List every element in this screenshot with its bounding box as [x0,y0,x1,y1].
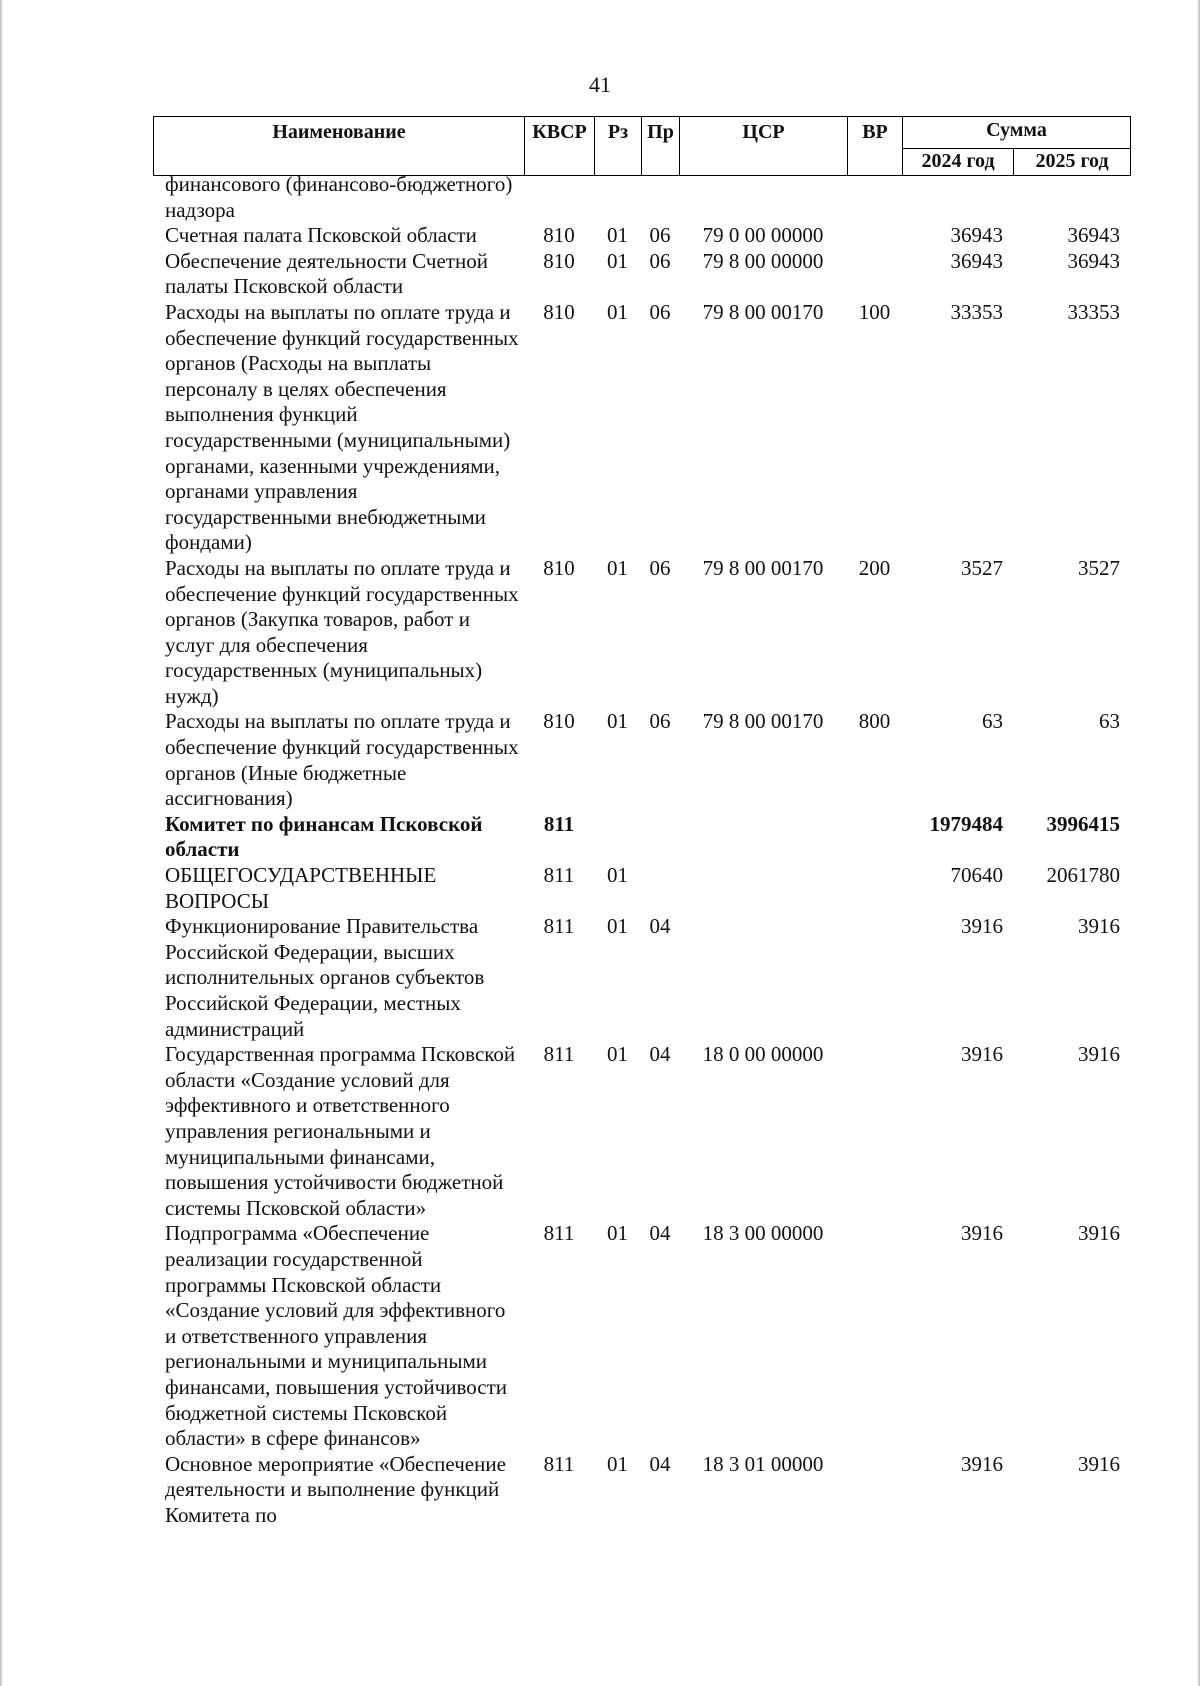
cell-kvsr: 810 [543,248,575,273]
cell-name: Государственная программа Псковской области «Создание условий для эффективного и ответственного управления региональными и муниципальными финансами, повышения устойчивости бюджетной системы Псковской области» [165,1042,516,1220]
table-row [153,914,1130,1042]
cell-kvsr: 810 [543,223,575,248]
cell-sum-2024: 33353 [950,299,1003,324]
column-header-pr: Пр [642,117,680,176]
column-header-name: Наименование [154,117,525,176]
cell-sum-2024: 3916 [961,914,1003,939]
table-row [153,249,1130,300]
cell-vr [847,249,902,300]
cell-name: Основное мероприятие «Обеспечение деятельности и выполнение функций Комитета по [165,1451,506,1527]
page-number: 41 [589,72,611,97]
cell-rz: 01 [607,1221,628,1246]
cell-kvsr: 811 [543,1042,575,1067]
cell-sum-2025: 63 [1099,709,1120,734]
table-row [153,1042,1130,1221]
cell-sum-2025: 3916 [1078,1042,1120,1067]
cell-csr: 79 0 00 00000 [702,223,824,248]
cell-kvsr: 811 [543,1221,575,1246]
column-header-csr: ЦСР [680,117,848,176]
table-row [153,709,1130,811]
table-header [153,116,1131,176]
cell-sum-2025: 36943 [1067,223,1120,248]
cell-rz [594,172,641,223]
cell-pr: 06 [649,248,671,273]
cell-vr [847,1042,902,1221]
cell-csr: 18 3 01 00000 [702,1451,824,1476]
cell-pr [641,812,679,863]
cell-csr: 79 8 00 00170 [702,555,824,580]
cell-vr: 100 [858,299,891,324]
cell-name: Счетная палата Псковской области [165,223,477,248]
cell-name: Расходы на выплаты по оплате труда и обеспечение функций государственных органов (Закупка товаров, работ и услуг для обеспечения государственных (муниципальных) нужд) [165,555,519,708]
cell-name: Подпрограмма «Обеспечение реализации государственной программы Псковской области «Создание условий для эффективного и ответственного управления региональными и муниципальными финансами, повышения устойчивости бюджетной системы Псковской области» в сфере финансов» [165,1221,507,1451]
column-header-vr: ВР [848,117,903,176]
cell-pr: 04 [649,1451,671,1476]
cell-sum-2024: 3916 [961,1221,1003,1246]
cell-rz: 01 [607,299,628,324]
cell-pr: 06 [649,555,671,580]
scan-edge-left [0,0,3,1686]
cell-rz: 01 [607,248,628,273]
cell-vr [847,1221,902,1451]
cell-pr: 06 [649,223,671,248]
cell-csr: 79 8 00 00170 [702,299,824,324]
cell-pr: 04 [649,1042,671,1067]
cell-pr: 06 [649,299,671,324]
cell-sum-2024 [902,172,1013,223]
cell-csr: 79 8 00 00170 [702,709,824,734]
cell-csr: 79 8 00 00000 [702,248,824,273]
cell-sum-2024: 63 [982,709,1003,734]
cell-vr [847,812,902,863]
cell-sum-2024: 3527 [961,555,1003,580]
cell-sum-2025: 3916 [1078,914,1120,939]
table-row [153,172,1130,223]
column-header-kvsr: КВСР [525,117,595,176]
cell-name: финансового (финансово-бюджетного) надзора [165,172,513,222]
cell-rz: 01 [607,555,628,580]
cell-kvsr: 810 [543,555,575,580]
cell-csr [679,172,847,223]
cell-vr [847,172,902,223]
cell-sum-2025: 33353 [1067,299,1120,324]
cell-sum-2025: 36943 [1067,248,1120,273]
cell-sum-2025: 3916 [1078,1451,1120,1476]
cell-kvsr: 811 [543,914,575,939]
cell-sum-2024: 1979484 [929,811,1003,836]
column-header-2024: 2024 год [903,148,1014,175]
cell-csr [679,914,847,1042]
cell-vr: 800 [858,709,891,734]
column-header-2025: 2025 год [1014,148,1131,175]
cell-vr [847,863,902,914]
cell-vr [847,223,902,249]
cell-sum-2024: 3916 [961,1451,1003,1476]
column-header-sum: Сумма [903,117,1131,149]
column-header-rz: Рз [595,117,642,176]
cell-vr: 200 [858,555,891,580]
cell-sum-2024: 36943 [950,223,1003,248]
cell-csr: 18 0 00 00000 [702,1042,824,1067]
cell-name: Функционирование Правительства Российской Федерации, высших исполнительных органов субъектов Российской Федерации, местных администраций [165,914,485,1041]
cell-pr: 04 [649,914,671,939]
cell-rz: 01 [607,863,628,888]
cell-vr [847,914,902,1042]
table-row [153,863,1130,914]
cell-kvsr: 810 [543,709,575,734]
budget-table-body [153,172,1130,1528]
cell-rz: 01 [607,709,628,734]
cell-kvsr: 811 [543,1451,575,1476]
cell-csr: 18 3 00 00000 [702,1221,824,1246]
cell-sum-2025: 3916 [1078,1221,1120,1246]
table-row [153,300,1130,556]
table-row [153,556,1130,710]
cell-sum-2025 [1013,172,1130,223]
cell-sum-2025: 3996415 [1046,811,1120,836]
cell-csr [679,812,847,863]
cell-name: Расходы на выплаты по оплате труда и обеспечение функций государственных органов (Расходы на выплаты персоналу в целях обеспечения выполнения функций государственными (муниципальными) органами, казенными учреждениями, органами управления государственными внебюджетными фондами) [165,299,519,555]
cell-vr [847,1452,902,1529]
cell-sum-2025: 2061780 [1046,863,1120,888]
cell-rz: 01 [607,1451,628,1476]
table-row [153,223,1130,249]
cell-sum-2025: 3527 [1078,555,1120,580]
cell-sum-2024: 70640 [950,863,1003,888]
cell-sum-2024: 36943 [950,248,1003,273]
cell-rz: 01 [607,1042,628,1067]
cell-rz: 01 [607,914,628,939]
cell-csr [679,863,847,914]
table-row [153,1452,1130,1529]
cell-kvsr: 811 [543,811,575,836]
cell-pr: 06 [649,709,671,734]
cell-name: Комитет по финансам Псковской области [165,811,483,862]
cell-kvsr: 810 [543,299,575,324]
cell-name: Расходы на выплаты по оплате труда и обеспечение функций государственных органов (Иные бюджетные ассигнования) [165,709,519,811]
cell-kvsr: 811 [543,863,575,888]
cell-name: Обеспечение деятельности Счетной палаты Псковской области [165,248,488,299]
cell-name: ОБЩЕГОСУДАРСТВЕННЫЕ ВОПРОСЫ [165,863,437,913]
cell-rz [594,812,641,863]
cell-pr: 04 [649,1221,671,1246]
cell-kvsr [524,172,594,223]
cell-sum-2024: 3916 [961,1042,1003,1067]
cell-rz: 01 [607,223,628,248]
cell-pr [641,863,679,914]
cell-pr [641,172,679,223]
table-row [153,812,1130,863]
table-row [153,1221,1130,1451]
